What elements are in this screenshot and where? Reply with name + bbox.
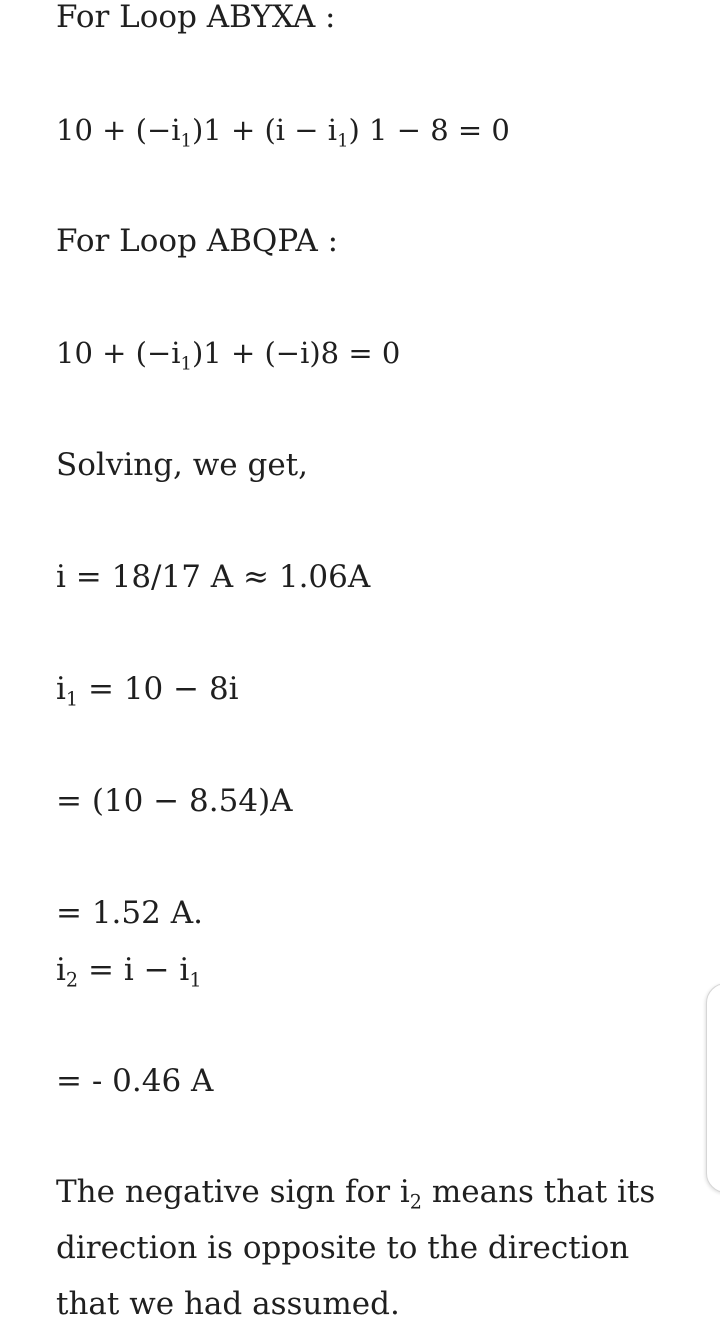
text: For Loop ABYXA : [56, 0, 336, 35]
text: = - 0.46 A [56, 1063, 214, 1099]
result-i [56, 557, 370, 597]
text: = 10 − 8i [78, 671, 239, 707]
text: )1 + (i − i [191, 113, 338, 147]
solving-text [56, 445, 308, 485]
subscript: 1 [180, 353, 192, 375]
heading-loop-abyxa [56, 0, 336, 37]
text: i [56, 671, 66, 707]
equation-i1 [56, 669, 239, 709]
subscript: 1 [189, 968, 202, 992]
subscript: 1 [180, 130, 192, 152]
text: = i − i [78, 952, 190, 988]
equation-loop-abqpa [56, 333, 400, 373]
text: = (10 − 8.54)A [56, 783, 293, 819]
equation-i2 [56, 950, 202, 990]
heading-loop-abqpa [56, 221, 338, 261]
text: 10 + (−i [56, 113, 181, 147]
subscript: 1 [337, 130, 349, 152]
text: 10 + (−i [56, 336, 181, 370]
equation-loop-abyxa [56, 110, 510, 150]
equation-i1-step [56, 781, 293, 821]
result-i1 [56, 893, 203, 933]
text: means that its direction is opposite to the direction that we had assumed. [56, 1174, 656, 1322]
text: For Loop ABQPA : [56, 223, 339, 259]
text: ) 1 − 8 = 0 [348, 113, 510, 147]
text: Solving, we get, [56, 447, 308, 483]
text: i = 18/17 A ≈ 1.06A [56, 559, 371, 595]
subscript: 2 [65, 968, 79, 992]
conclusion-paragraph [56, 1164, 676, 1332]
side-panel-handle[interactable] [706, 983, 720, 1193]
text: The negative sign for i [56, 1174, 410, 1210]
subscript: 1 [65, 687, 79, 711]
subscript: 2 [409, 1190, 422, 1214]
result-i2 [56, 1061, 213, 1101]
text: = 1.52 A. [56, 895, 203, 931]
text: )1 + (−i)8 = 0 [191, 336, 401, 370]
text: i [56, 952, 66, 988]
